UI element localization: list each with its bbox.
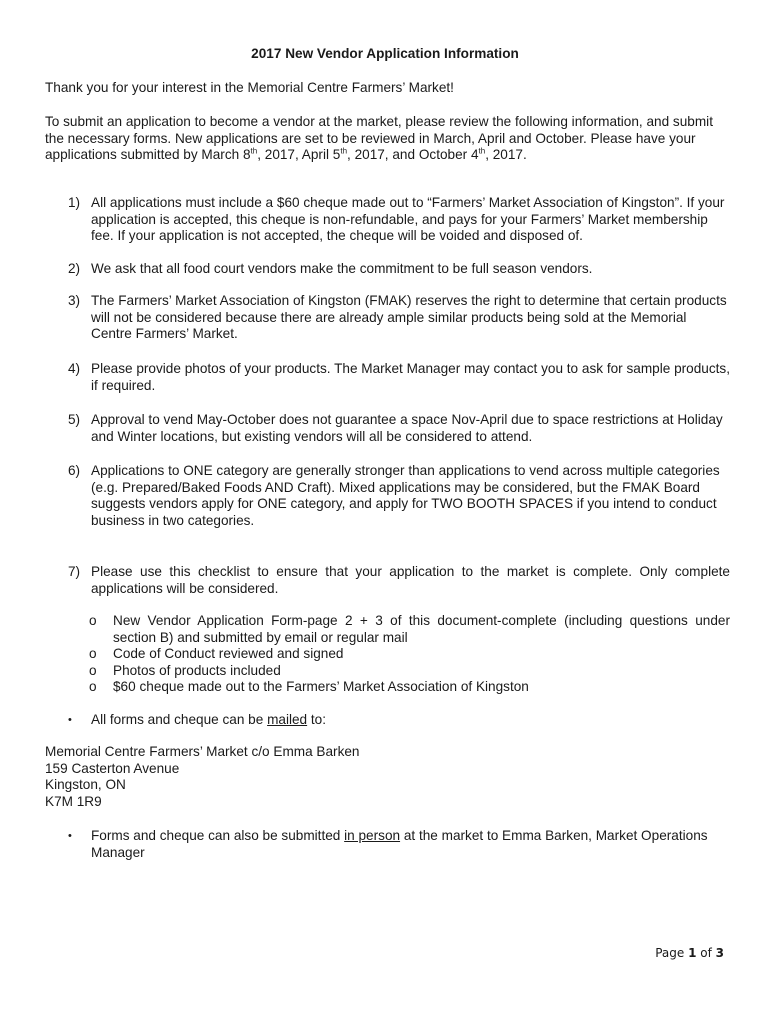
checklist-item [89,679,730,696]
checklist-item [89,663,730,680]
mailing-address [45,744,445,810]
checklist-marker: o [89,679,97,694]
list-item-number: 4) [68,361,81,376]
list-item [68,195,730,245]
intro-paragraph: Thank you for your interest in the Memorial Centre Farmers’ Market! [45,80,454,95]
list-item-number: 3) [68,293,81,308]
checklist-text: New Vendor Application Form-page 2 + 3 of this document-complete (including questions under section B) and submitted by email or regular mail [113,613,730,645]
checklist-marker: o [89,613,97,628]
bullet-marker: • [68,714,72,726]
list-item [68,463,730,529]
address-line: Kingston, ON [45,777,126,793]
checklist-text: Code of Conduct reviewed and signed [113,646,344,661]
list-item [68,564,730,597]
checklist-marker: o [89,646,97,661]
checklist-item [89,646,730,663]
address-line: 159 Casterton Avenue [45,760,180,776]
list-item-text: Approval to vend May-October does not guarantee a space Nov-April due to space restrictions at Holiday and Winter locations, but existing vendors will all be considered to attend. [91,412,723,444]
checklist-item [89,613,730,646]
page-title: 2017 New Vendor Application Information [251,46,519,61]
page-number: Page 1 of 3 [655,946,724,960]
submit-paragraph: To submit an application to become a vendor at the market, please review the following information, and submit the necessary forms. New applications are set to be reviewed in March, April and October. Please have your applications submitted by March 8th, 2017, April 5th, 2017, and October 4th, 2017. [45,114,713,163]
list-item-text: The Farmers’ Market Association of Kingston (FMAK) reserves the right to determine that certain products will not be considered because there are already ample similar products being sold at the Memorial Centre Farmers’ Market. [91,293,727,342]
bullet-text: Forms and cheque can also be submitted in person at the market to Emma Barken, Market Operations Manager [91,828,708,860]
list-item-number: 6) [68,463,81,478]
list-item-text: All applications must include a $60 cheque made out to “Farmers’ Market Association of Kingston”. If your application is accepted, this cheque is non-refundable, and pays for your Farmers’ Market membership fee. If your application is not accepted, the cheque will be voided and disposed of. [91,195,725,244]
list-item [68,412,730,445]
list-item-number: 2) [68,261,81,276]
list-item [68,261,730,278]
bullet-item-mail [68,712,730,729]
list-item-text: We ask that all food court vendors make the commitment to be full season vendors. [91,261,593,276]
list-item-number: 1) [68,195,81,210]
checklist-text: $60 cheque made out to the Farmers’ Market Association of Kingston [113,679,529,694]
bullet-text: All forms and cheque can be mailed to: [91,712,327,727]
list-item-text: Please provide photos of your products. The Market Manager may contact you to ask for sample products, if required. [91,361,730,393]
bullet-marker: • [68,830,72,842]
list-item-text: Applications to ONE category are generally stronger than applications to vend across multiple categories (e.g. Prepared/Baked Foods AND Craft). Mixed applications may be considered, but the FMAK Board suggests vendors apply for ONE category, and apply for TWO BOOTH SPACES if you intend to conduct business in two categories. [91,463,720,528]
address-line: Memorial Centre Farmers’ Market c/o Emma Barken [45,744,360,759]
checklist-text: Photos of products included [113,663,281,678]
address-line: K7M 1R9 [45,793,102,809]
list-item-number: 5) [68,412,81,427]
list-item [68,361,730,394]
list-item-number: 7) [68,564,81,579]
list-item [68,293,730,343]
checklist-marker: o [89,663,97,678]
bullet-item-in-person [68,828,730,861]
list-item-text: Please use this checklist to ensure that your application to the market is complete. Only complete applications will be considered. [91,564,730,596]
